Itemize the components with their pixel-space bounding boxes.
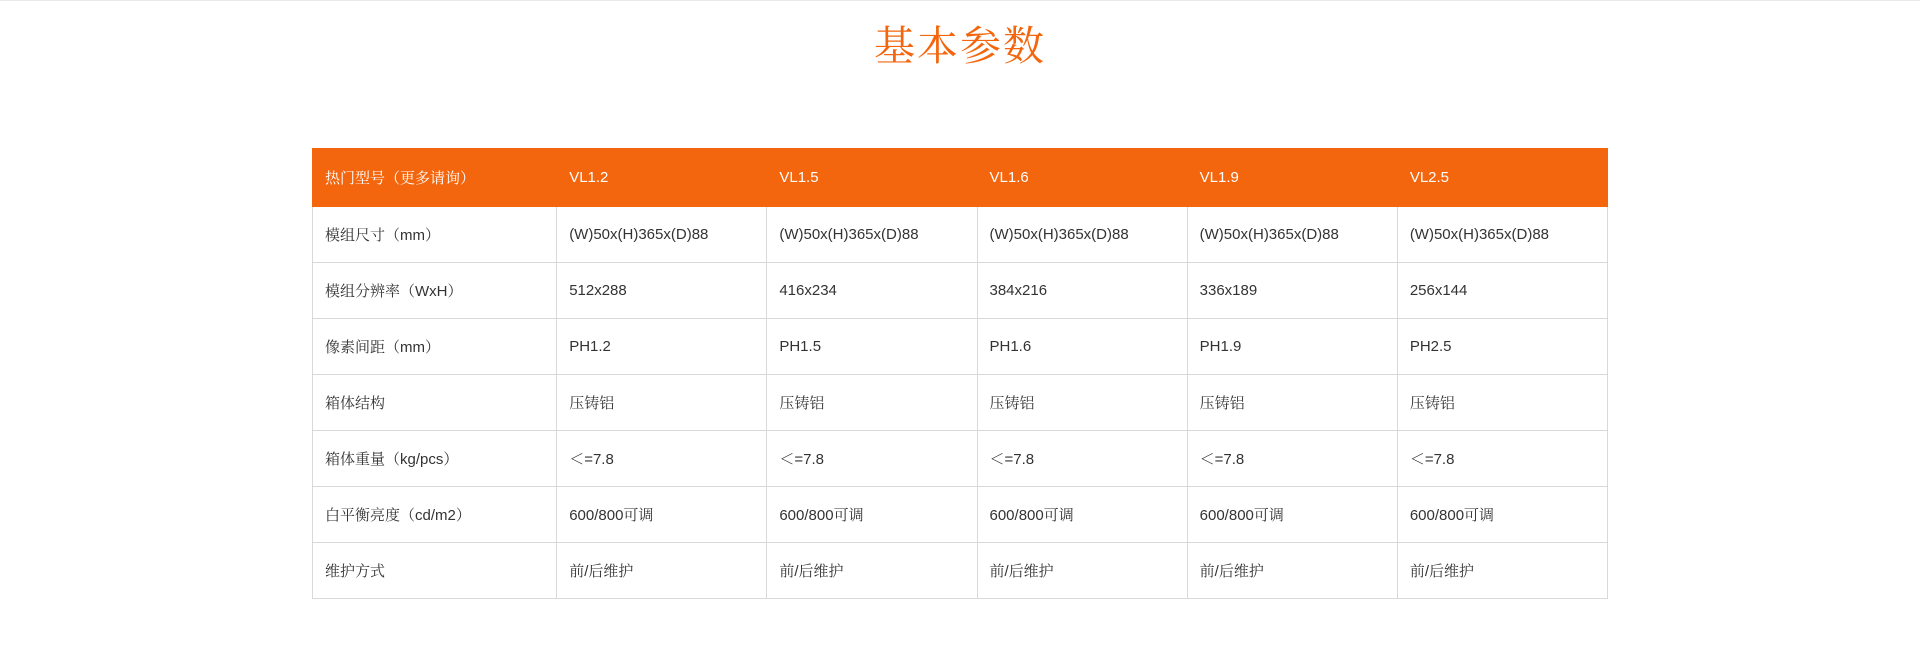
column-header-vl19: VL1.9: [1187, 149, 1397, 207]
row-value: PH2.5: [1397, 319, 1607, 375]
row-label: 模组尺寸（mm）: [313, 207, 557, 263]
column-header-vl15: VL1.5: [767, 149, 977, 207]
spec-table-head: [313, 149, 1608, 207]
table-row: [313, 375, 1608, 431]
row-label: 箱体结构: [313, 375, 557, 431]
row-value: ＜=7.8: [557, 431, 767, 487]
table-row: [313, 263, 1608, 319]
row-value: 600/800可调: [767, 487, 977, 543]
row-label: 维护方式: [313, 543, 557, 599]
row-value: PH1.9: [1187, 319, 1397, 375]
page-title: 基本参数: [874, 23, 1046, 69]
row-value: 前/后维护: [977, 543, 1187, 599]
spec-table-container: [312, 148, 1608, 599]
row-value: (W)50x(H)365x(D)88: [1397, 207, 1607, 263]
row-value: 压铸铝: [977, 375, 1187, 431]
column-header-vl16: VL1.6: [977, 149, 1187, 207]
column-header-model: 热门型号（更多请询）: [313, 149, 557, 207]
spec-table-body: [313, 207, 1608, 599]
row-value: 压铸铝: [767, 375, 977, 431]
column-header-vl12: VL1.2: [557, 149, 767, 207]
row-value: 600/800可调: [557, 487, 767, 543]
row-value: 前/后维护: [1397, 543, 1607, 599]
row-value: 压铸铝: [1187, 375, 1397, 431]
row-label: 白平衡亮度（cd/m2）: [313, 487, 557, 543]
row-label: 箱体重量（kg/pcs）: [313, 431, 557, 487]
row-value: 600/800可调: [1397, 487, 1607, 543]
row-value: 512x288: [557, 263, 767, 319]
row-value: (W)50x(H)365x(D)88: [557, 207, 767, 263]
top-divider: [0, 0, 1920, 1]
row-value: 416x234: [767, 263, 977, 319]
row-value: 256x144: [1397, 263, 1607, 319]
row-value: 600/800可调: [977, 487, 1187, 543]
row-label: 模组分辨率（WxH）: [313, 263, 557, 319]
row-value: PH1.2: [557, 319, 767, 375]
row-value: (W)50x(H)365x(D)88: [1187, 207, 1397, 263]
table-row: [313, 543, 1608, 599]
row-value: 前/后维护: [767, 543, 977, 599]
row-value: ＜=7.8: [1187, 431, 1397, 487]
table-row: [313, 319, 1608, 375]
column-header-vl25: VL2.5: [1397, 149, 1607, 207]
row-value: 336x189: [1187, 263, 1397, 319]
table-row: [313, 431, 1608, 487]
row-value: PH1.5: [767, 319, 977, 375]
row-value: 600/800可调: [1187, 487, 1397, 543]
row-value: 压铸铝: [557, 375, 767, 431]
row-value: (W)50x(H)365x(D)88: [977, 207, 1187, 263]
row-value: 前/后维护: [557, 543, 767, 599]
table-row: [313, 487, 1608, 543]
row-value: 384x216: [977, 263, 1187, 319]
spec-table: [312, 148, 1608, 599]
row-value: ＜=7.8: [767, 431, 977, 487]
row-value: 前/后维护: [1187, 543, 1397, 599]
row-value: ＜=7.8: [977, 431, 1187, 487]
table-row: [313, 207, 1608, 263]
table-header-row: [313, 149, 1608, 207]
row-value: PH1.6: [977, 319, 1187, 375]
row-label: 像素间距（mm）: [313, 319, 557, 375]
row-value: (W)50x(H)365x(D)88: [767, 207, 977, 263]
row-value: ＜=7.8: [1397, 431, 1607, 487]
row-value: 压铸铝: [1397, 375, 1607, 431]
